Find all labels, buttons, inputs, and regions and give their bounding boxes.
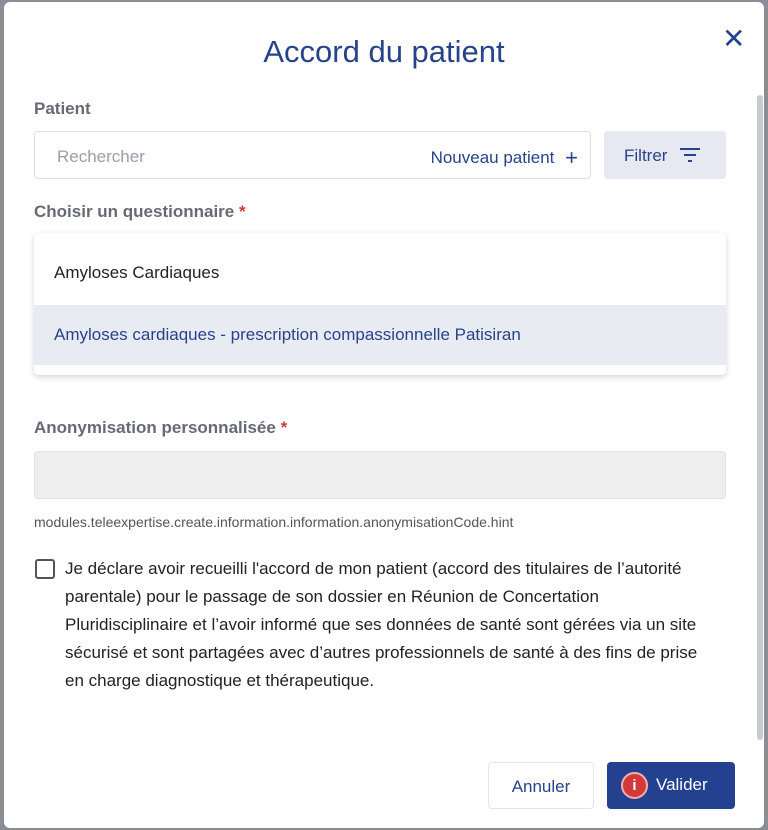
questionnaire-option[interactable]: Amyloses Cardiaques [54,263,220,282]
anonymisation-input[interactable] [34,451,726,499]
consent-text: Je déclare avoir recueilli l'accord de mon patient (accord des titulaires de l’autorité parentale) pour le passage de son dossier en Réunion de Concertation Pluridisciplinaire et l’avoir informé que ses données de santé sont gérées via un site sécurisé et sont partagées avec d’autres professionnels de santé à des fins de prise en charge diagnostique et thérapeutique. [65,559,698,690]
questionnaire-option-highlighted[interactable]: Amyloses cardiaques - prescription compassionnelle Patisiran [34,305,726,365]
required-marker: * [238,202,246,221]
anonymisation-label [34,418,287,438]
new-patient-button[interactable] [431,145,578,171]
questionnaire-label [34,202,246,222]
patient-label: Patient [34,99,91,118]
cancel-button[interactable]: Annuler [488,762,594,809]
validate-label: Valider [656,775,708,794]
dialog-title: Accord du patient [263,34,505,69]
patient-consent-dialog [4,2,764,828]
questionnaire-dropdown [34,233,726,375]
questionnaire-label-text: Choisir un questionnaire [34,202,235,221]
close-icon[interactable]: ✕ [722,23,746,54]
filter-label: Filtrer [624,146,668,165]
validate-button[interactable] [607,762,735,809]
search-placeholder: Rechercher [57,147,145,166]
scrollbar[interactable] [757,95,763,740]
consent-checkbox[interactable] [35,559,55,579]
filter-icon [680,148,700,162]
filter-button[interactable] [604,131,726,179]
anonymisation-hint: modules.teleexpertise.create.information.information.anonymisationCode.hint [34,514,514,530]
plus-icon: + [565,145,578,170]
info-icon: i [621,772,648,799]
new-patient-label: Nouveau patient [430,148,555,167]
required-marker: * [280,418,288,437]
patient-search-input[interactable] [34,131,591,179]
anonymisation-label-text: Anonymisation personnalisée [34,418,276,437]
